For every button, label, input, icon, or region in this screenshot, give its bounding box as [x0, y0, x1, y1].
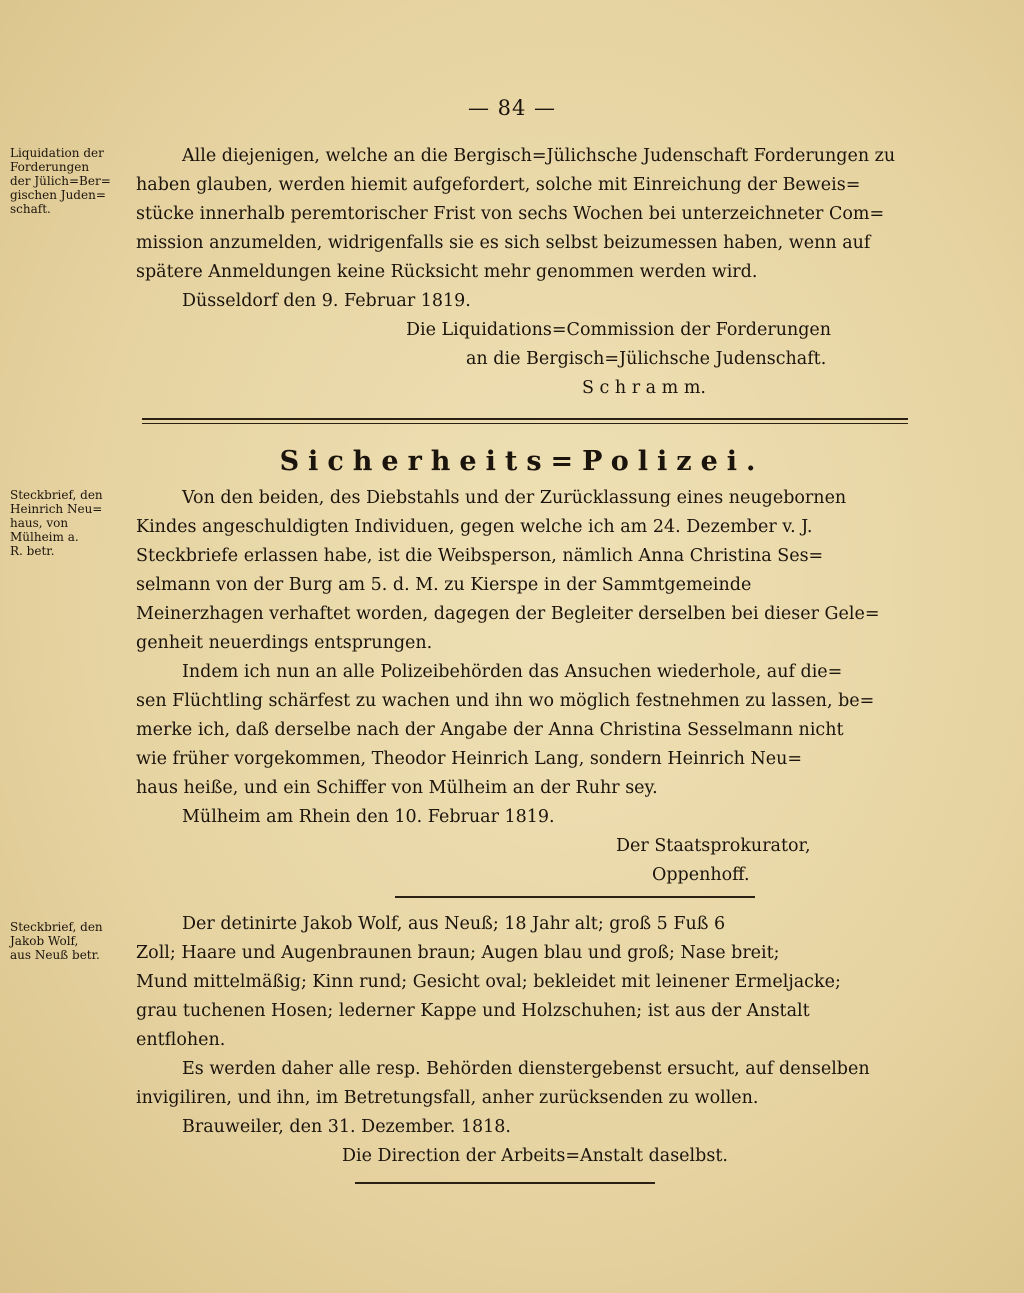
margin-line: gischen Juden=	[10, 188, 106, 202]
margin-line: schaft.	[10, 202, 51, 216]
text-line: Meinerzhagen verhaftet worden, dagegen der Begleiter derselben bei dieser Gele=	[136, 604, 880, 624]
signature-name: Oppenhoff.	[652, 865, 750, 885]
text-line: Von den beiden, des Diebstahls und der Zurücklassung eines neugebornen	[182, 488, 847, 508]
text-line: haben glauben, werden hiemit aufgefordert, solche mit Einreichung der Beweis=	[136, 175, 861, 195]
margin-line: R. betr.	[10, 544, 55, 558]
margin-line: Steckbrief, den	[10, 488, 103, 502]
notice-liquidation	[136, 142, 908, 403]
text-line: Alle diejenigen, welche an die Bergisch=Jülichsche Judenschaft Forderungen zu	[182, 146, 896, 166]
text-line: Es werden daher alle resp. Behörden dienstergebenst ersucht, auf denselben	[182, 1059, 870, 1079]
margin-line: Jakob Wolf,	[10, 934, 79, 948]
text-line: Kindes angeschuldigten Individuen, gegen welche ich am 24. Dezember v. J.	[136, 517, 813, 537]
text-line: Steckbriefe erlassen habe, ist die Weibsperson, nämlich Anna Christina Ses=	[136, 546, 824, 566]
divider	[355, 1182, 655, 1184]
notice-date: Mülheim am Rhein den 10. Februar 1819.	[182, 807, 555, 827]
margin-line: haus, von	[10, 516, 69, 530]
signature-name: S c h r a m m.	[582, 378, 706, 398]
margin-line: Forderungen	[10, 160, 90, 174]
page-number: — 84 —	[467, 96, 557, 120]
text-line: Zoll; Haare und Augenbraunen braun; Augen blau und groß; Nase breit;	[136, 943, 780, 963]
text-line: sen Flüchtling schärfest zu wachen und ihn wo möglich festnehmen zu lassen, be=	[136, 691, 875, 711]
margin-note-liquidation	[10, 146, 134, 216]
notice-date: Düsseldorf den 9. Februar 1819.	[182, 291, 471, 311]
text-line: invigiliren, und ihn, im Betretungsfall, anher zurücksenden zu wollen.	[136, 1088, 759, 1108]
margin-line: der Jülich=Ber=	[10, 174, 111, 188]
text-line: merke ich, daß derselbe nach der Angabe der Anna Christina Sesselmann nicht	[136, 720, 844, 740]
text-line: Mund mittelmäßig; Kinn rund; Gesicht oval; bekleidet mit leinener Ermeljacke;	[136, 972, 841, 992]
text-line: mission anzumelden, widrigenfalls sie es sich selbst beizumessen haben, wenn auf	[136, 233, 871, 253]
signature-line: Die Direction der Arbeits=Anstalt daselbst.	[342, 1146, 728, 1166]
signature-line: an die Bergisch=Jülichsche Judenschaft.	[466, 349, 827, 369]
signature-line: Der Staatsprokurator,	[616, 836, 811, 856]
text-line: Indem ich nun an alle Polizeibehörden das Ansuchen wiederhole, auf die=	[182, 662, 843, 682]
text-line: haus heiße, und ein Schiffer von Mülheim an der Ruhr sey.	[136, 778, 658, 798]
notice-date: Brauweiler, den 31. Dezember. 1818.	[182, 1117, 511, 1137]
text-line: stücke innerhalb peremtorischer Frist von sechs Wochen bei unterzeichneter Com=	[136, 204, 885, 224]
margin-note-wolf	[10, 920, 134, 962]
text-line: Der detinirte Jakob Wolf, aus Neuß; 18 Jahr alt; groß 5 Fuß 6	[182, 914, 726, 934]
notice-neuhaus	[136, 484, 908, 890]
margin-line: aus Neuß betr.	[10, 948, 100, 962]
margin-line: Steckbrief, den	[10, 920, 103, 934]
signature-line: Die Liquidations=Commission der Forderungen	[406, 320, 832, 340]
text-line: grau tuchenen Hosen; lederner Kappe und Holzschuhen; ist aus der Anstalt	[136, 1001, 810, 1021]
section-heading: Sicherheits=Polizei.	[279, 446, 765, 477]
divider	[395, 896, 755, 898]
text-line: spätere Anmeldungen keine Rücksicht mehr genommen werden wird.	[136, 262, 758, 282]
margin-line: Heinrich Neu=	[10, 502, 103, 516]
text-line: entflohen.	[136, 1030, 226, 1050]
text-line: selmann von der Burg am 5. d. M. zu Kierspe in der Sammtgemeinde	[136, 575, 752, 595]
margin-note-neuhaus	[10, 488, 134, 558]
margin-line: Mülheim a.	[10, 530, 79, 544]
margin-line: Liquidation der	[10, 146, 104, 160]
notice-wolf	[136, 910, 908, 1171]
divider	[142, 418, 908, 424]
text-line: wie früher vorgekommen, Theodor Heinrich Lang, sondern Heinrich Neu=	[136, 749, 803, 769]
text-line: genheit neuerdings entsprungen.	[136, 633, 433, 653]
